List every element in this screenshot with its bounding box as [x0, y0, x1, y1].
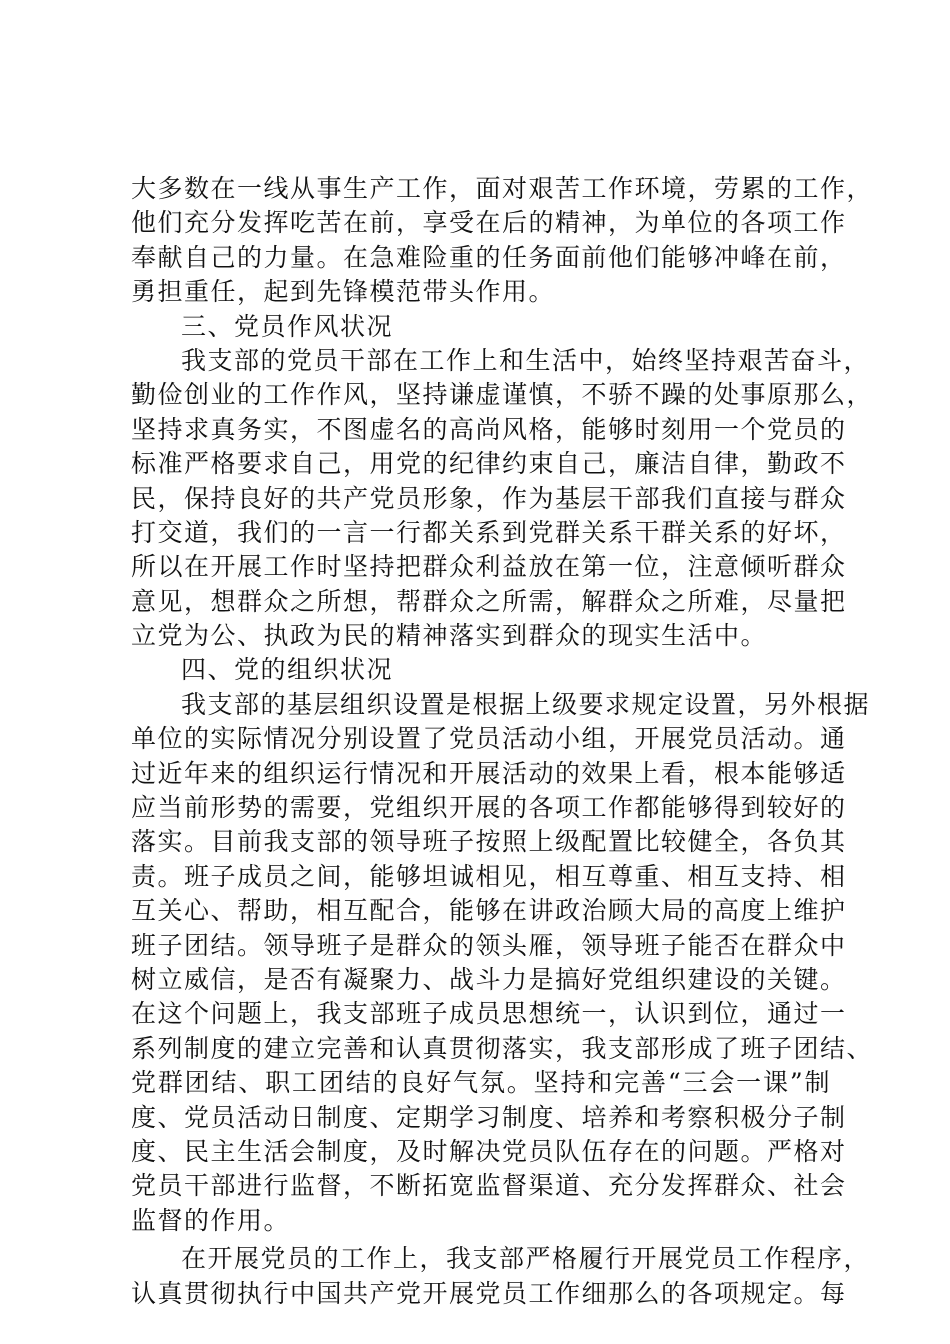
paragraph-line: 打交道，我们的一言一行都关系到党群关系干群关系的好坏， — [131, 517, 847, 547]
paragraph-line: 监督的作用。 — [131, 1205, 291, 1235]
paragraph-line: 民，保持良好的共产党员形象，作为基层干部我们直接与群众 — [131, 483, 847, 513]
paragraph-line: 认真贯彻执行中国共产党开展党员工作细那么的各项规定。每 — [131, 1278, 847, 1308]
paragraph-line: 我支部的党员干部在工作上和生活中，始终坚持艰苦奋斗， — [181, 345, 871, 375]
paragraph-line: 班子团结。领导班子是群众的领头雁，领导班子能否在群众中 — [131, 930, 847, 960]
paragraph-line: 在这个问题上，我支部班子成员思想统一，认识到位，通过一 — [131, 999, 847, 1029]
paragraph-line: 落实。目前我支部的领导班子按照上级配置比较健全，各负其 — [131, 827, 847, 857]
paragraph-line: 立党为公、执政为民的精神落实到群众的现实生活中。 — [131, 621, 768, 651]
paragraph-line: 大多数在一线从事生产工作，面对艰苦工作环境，劳累的工作， — [131, 174, 874, 203]
paragraph-line: 坚持求真务实，不图虚名的高尚风格，能够时刻用一个党员的 — [131, 414, 847, 444]
paragraph-line: 党群团结、职工团结的良好气氛。坚持和完善“三会一课”制 — [131, 1068, 831, 1098]
paragraph-line: 我支部的基层组织设置是根据上级要求规定设置，另外根据 — [181, 689, 871, 719]
paragraph-line: 过近年来的组织运行情况和开展活动的效果上看，根本能够适 — [131, 758, 847, 788]
paragraph-line: 责。班子成员之间，能够坦诚相见，相互尊重、相互支持、相 — [131, 861, 847, 891]
paragraph-line: 度、民主生活会制度，及时解决党员队伍存在的问题。严格对 — [131, 1136, 847, 1166]
section-heading: 三、党员作风状况 — [181, 311, 394, 341]
paragraph-line: 互关心、帮助，相互配合，能够在讲政治顾大局的高度上维护 — [131, 896, 847, 926]
paragraph-line: 度、党员活动日制度、定期学习制度、培养和考察积极分子制 — [131, 1102, 847, 1132]
section-heading: 四、党的组织状况 — [181, 655, 394, 685]
document-body — [131, 172, 874, 1311]
paragraph-line: 勇担重任，起到先锋模范带头作用。 — [131, 277, 556, 307]
paragraph-line: 他们充分发挥吃苦在前，享受在后的精神，为单位的各项工作 — [131, 208, 847, 238]
paragraph-line: 树立威信，是否有凝聚力、战斗力是搞好党组织建设的关键。 — [131, 964, 847, 994]
paragraph-line: 意见，想群众之所想，帮群众之所需，解群众之所难，尽量把 — [131, 586, 847, 616]
paragraph-line: 应当前形势的需要，党组织开展的各项工作都能够得到较好的 — [131, 793, 847, 823]
paragraph-line: 勤俭创业的工作作风，坚持谦虚谨慎，不骄不躁的处事原那么， — [131, 380, 874, 410]
paragraph-line: 奉献自己的力量。在急难险重的任务面前他们能够冲峰在前， — [131, 242, 847, 272]
paragraph-line: 所以在开展工作时坚持把群众利益放在第一位，注意倾听群众 — [131, 552, 847, 582]
paragraph-line: 标准严格要求自己，用党的纪律约束自己，廉洁自律，勤政不 — [131, 449, 847, 479]
paragraph-line: 党员干部进行监督，不断拓宽监督渠道、充分发挥群众、社会 — [131, 1171, 847, 1201]
paragraph-line: 系列制度的建立完善和认真贯彻落实，我支部形成了班子团结、 — [131, 1033, 874, 1063]
paragraph-line: 单位的实际情况分别设置了党员活动小组，开展党员活动。通 — [131, 724, 847, 754]
paragraph-line: 在开展党员的工作上，我支部严格履行开展党员工作程序， — [181, 1244, 871, 1274]
